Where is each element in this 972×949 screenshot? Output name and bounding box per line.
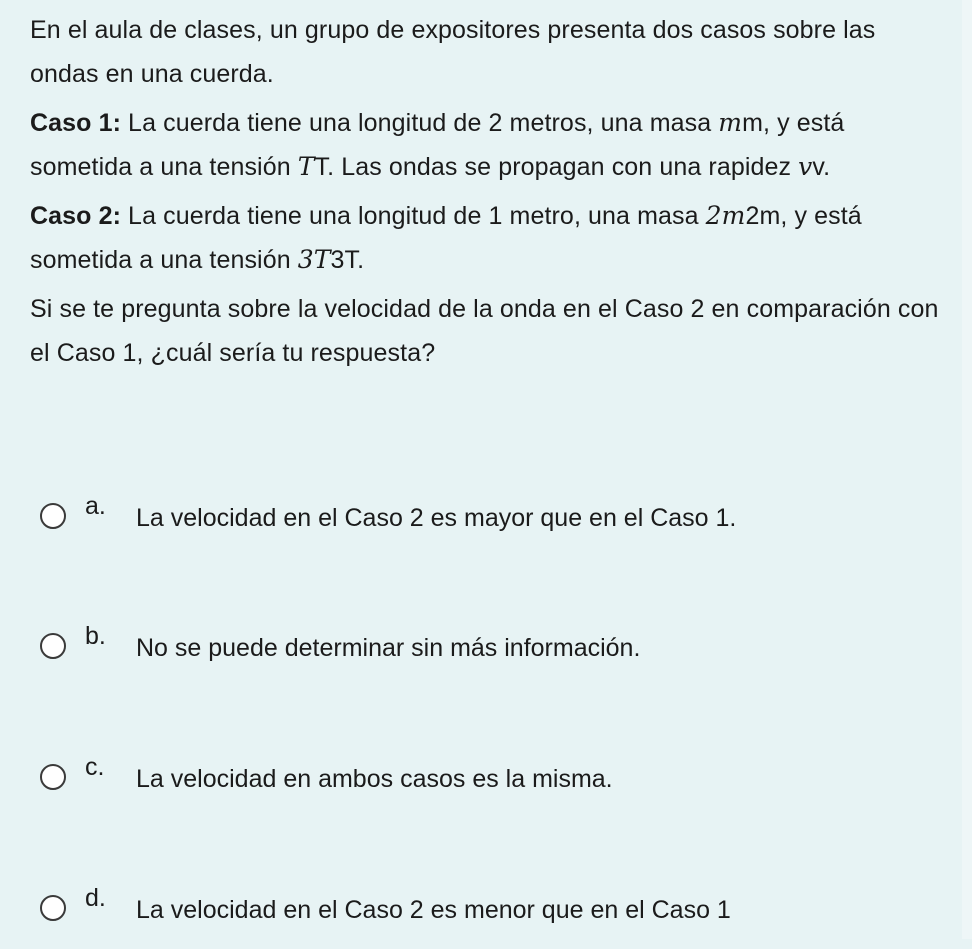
case2-tension-math: 3T: [297, 245, 331, 274]
option-letter-b: b.: [85, 622, 106, 650]
prompt-paragraph: Si se te pregunta sobre la velocidad de la onda en el Caso 2 en comparación con el Caso 1, ¿cuál sería tu respuesta?: [30, 295, 939, 367]
case1-tension-math: T: [297, 152, 315, 181]
right-edge-strip: [962, 0, 972, 939]
case2-text-b: 2m, y está sometida a una tensión: [30, 202, 862, 274]
option-text-b: No se puede determinar sin más información.: [136, 634, 641, 662]
option-a[interactable]: [40, 492, 940, 557]
case2-text-a: La cuerda tiene una longitud de 1 metro, una masa: [121, 202, 706, 230]
case1-speed-math: v: [798, 152, 813, 181]
case2-label: Caso 2:: [30, 202, 122, 230]
option-letter-d: d.: [85, 884, 106, 912]
radio-button-a[interactable]: [40, 503, 66, 529]
option-b[interactable]: [40, 622, 940, 687]
option-letter-a: a.: [85, 492, 106, 520]
option-letter-c: c.: [85, 753, 105, 781]
radio-button-c[interactable]: [40, 764, 66, 790]
option-text-c: La velocidad en ambos casos es la misma.: [136, 765, 613, 793]
intro-paragraph: En el aula de clases, un grupo de expositores presenta dos casos sobre las ondas en una cuerda.: [30, 16, 876, 88]
case2-mass-math: 2m: [705, 201, 746, 230]
case1-mass-math: m: [718, 108, 743, 137]
option-text-a: La velocidad en el Caso 2 es mayor que en el Caso 1.: [136, 504, 737, 532]
option-text-d: La velocidad en el Caso 2 es menor que en el Caso 1: [136, 896, 731, 924]
case1-text-a: La cuerda tiene una longitud de 2 metros, una masa: [121, 109, 719, 137]
case2-text-c: 3T.: [330, 246, 365, 274]
case1-text-d: v.: [812, 153, 831, 181]
option-d[interactable]: [40, 884, 940, 949]
radio-button-b[interactable]: [40, 633, 66, 659]
case1-text-c: T. Las ondas se propagan con una rapidez: [314, 153, 799, 181]
radio-button-d[interactable]: [40, 895, 66, 921]
option-c[interactable]: [40, 753, 940, 818]
case1-text-b: m, y está sometida a una tensión: [30, 109, 845, 181]
case1-label: Caso 1:: [30, 109, 122, 137]
